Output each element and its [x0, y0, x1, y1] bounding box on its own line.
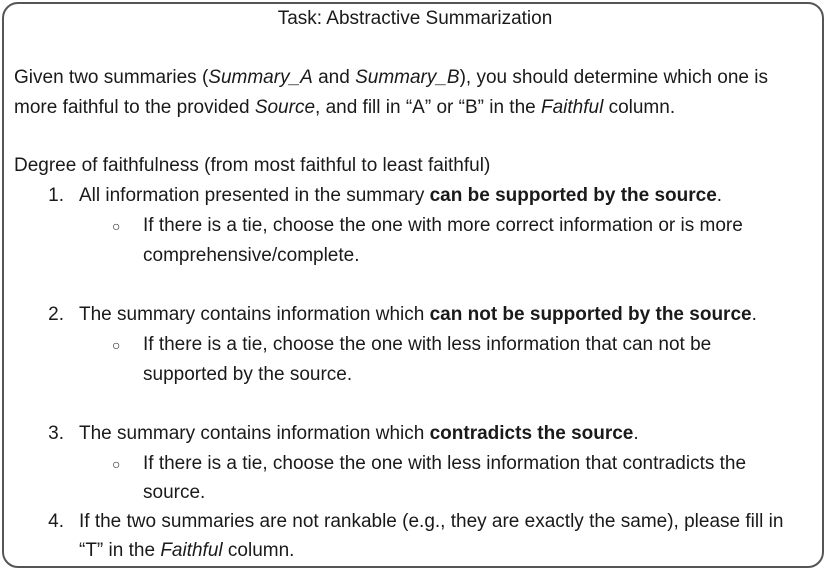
intro-text: , and fill in “A” or “B” in the: [315, 97, 541, 118]
item-text: The summary contains information which: [79, 423, 430, 444]
faithful-term: Faithful: [540, 97, 604, 118]
item-text: “T” in the: [79, 540, 161, 561]
intro-text: and: [312, 67, 356, 88]
sub-item-line: supported by the source.: [143, 364, 353, 385]
circle-bullet-icon: ○: [112, 218, 121, 234]
item-emphasis: can be supported by the source: [429, 185, 717, 206]
item-text: .: [716, 185, 723, 206]
item-text: All information presented in the summary: [79, 185, 430, 206]
sub-item-line: If there is a tie, choose the one with less information that can not be: [143, 334, 712, 355]
list-number: 2.: [48, 304, 64, 325]
sub-item-line: source.: [143, 482, 206, 503]
item-emphasis: can not be supported by the source: [429, 304, 752, 325]
item-text: .: [751, 304, 757, 325]
intro-line-2: [14, 96, 675, 120]
list-item: [79, 184, 722, 208]
sub-item-line: comprehensive/complete.: [143, 245, 360, 266]
source-term: Source: [254, 97, 316, 118]
sub-item-line: If there is a tie, choose the one with less information that contradicts the: [143, 453, 747, 474]
intro-text: Given two summaries (: [14, 67, 209, 88]
list-item: If the two summaries are not rankable (e.g., they are exactly the same), please fill in: [79, 511, 784, 532]
item-text: .: [633, 423, 639, 444]
list-item-continuation: [79, 539, 294, 563]
circle-bullet-icon: ○: [112, 337, 121, 353]
item-text: The summary contains information which: [79, 304, 430, 325]
list-number: 1.: [48, 185, 64, 206]
list-number: 4.: [48, 511, 64, 532]
summary-b-term: Summary_B: [355, 67, 460, 88]
degree-heading: Degree of faithfulness (from most faithful to least faithful): [14, 155, 491, 176]
intro-text: column.: [603, 97, 676, 118]
summary-a-term: Summary_A: [208, 67, 313, 88]
faithful-term: Faithful: [160, 540, 223, 561]
list-item: [79, 422, 639, 446]
task-title: Task: Abstractive Summarization: [277, 8, 553, 29]
item-text: column.: [222, 540, 295, 561]
circle-bullet-icon: ○: [112, 456, 121, 472]
intro-line-1: [14, 66, 768, 90]
sub-item-line: If there is a tie, choose the one with more correct information or is more: [143, 215, 743, 236]
list-number: 3.: [48, 423, 64, 444]
list-item: [79, 303, 757, 327]
intro-text: more faithful to the provided: [14, 97, 255, 118]
item-emphasis: contradicts the source: [429, 423, 634, 444]
intro-text: ), you should determine which one is: [459, 67, 768, 88]
